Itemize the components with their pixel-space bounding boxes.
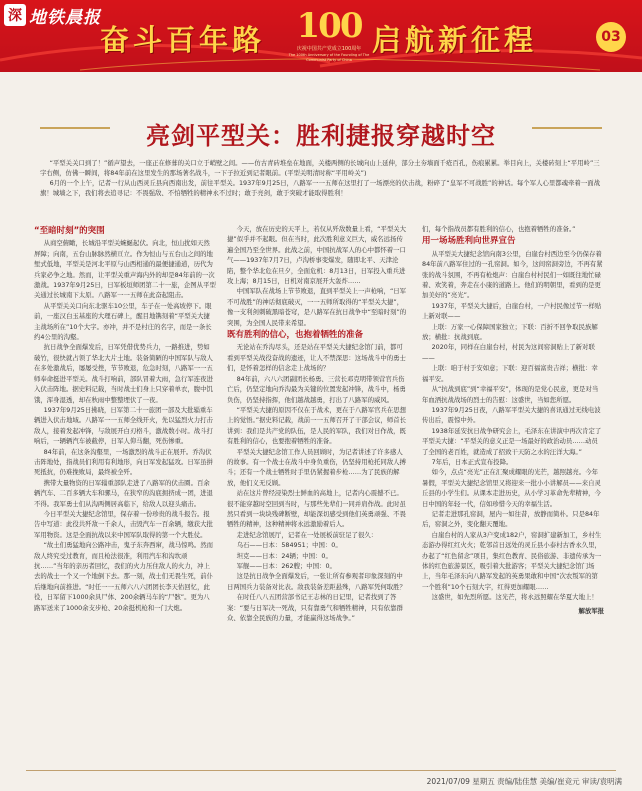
emblem-caption-en: The 100th Anniversary of the Founding of The Communist Party of China bbox=[288, 53, 370, 62]
body-paragraph: 平型关大捷纪念馆工作人员回顾时，为记者讲述了许多感人的故事。有一个战士在战斗中身负重伤，仍坚持用枪托同敌人搏斗；还有一个战士牺牲时手里仍紧握着步枪……为了民族的解放，他们义无反顾。 bbox=[227, 447, 406, 487]
body-paragraph: 84年前，在这条沟壑里，一场激烈的战斗正在展开。乔沟伏击阵地处，指战员们利用有利地形，向日军发起猛攻。日军虽拼死抵抗，仍难挽败局，最终被全歼。 bbox=[34, 447, 213, 477]
body-paragraph: 从商空俯瞰，长城沿平型关蜿蜒起伏。向北，恒山扰如天然屏障；向南，五台山脉脉然横亘立。作为恒山与五台山之间的地堑式低地，平型关是河北平原与山西相通的最便捷通道，历代为兵家必争之地。然而，让平型关重声海内外的却是84年前的一次激战。1937年9月25日，日军板垣师团第二十一旅，企图从平型关通过长城南下太原。八路军一一五师在此奋起阻击。 bbox=[34, 239, 216, 300]
body-paragraph: 无论站在乔沟尽头，还是站在平型关大捷纪念馆门前，都可看到平型关战役奋战的遗迹，让人不禁深思：这场战斗中的勇士们，是怀着怎样的信念走上战场的？ bbox=[227, 343, 406, 373]
body-paragraph: “故土们勇猛地向公路冲击，鬼子东奔西窜，战马惊鸣。然而敌人终究受过教育，而且枪法很准，利用汽车和沟坎顽抗……”当年的亲历者回忆，我们的火力压住敌人的火力，冲上去的战士一个又一个地倒下去。那一刻，战士们无畏生死，前仆后继地向前推进。“时任一一五师六八六团团长李天佑回忆，此役，日军留下1000余具尸体、200余辆马车的“尸骸”。更为八路军送来了1000余支步枪、20余挺机枪和一门大炮。 bbox=[34, 541, 214, 612]
body-paragraph: 84年前，六八六团副团长杨勇、三营长邓克明带领营官兵伤亡后，仍坚定地向乔沟最为关键的位置发起冲锋，战斗中，杨勇负伤，仍坚持指挥，他们越战越勇，打出了八路军的威风。 bbox=[227, 374, 406, 404]
section-heading: 用一场场胜利向世界宣告 bbox=[422, 236, 516, 247]
section-heading: “至暗时刻”的突围 bbox=[34, 226, 105, 236]
body-paragraph: 7年后，日本正式宣布投降。 bbox=[431, 457, 513, 466]
section-heading: 既有胜利的信心，也抱着牺牲的准备 bbox=[227, 330, 364, 341]
body-paragraph: 今天，放在历史的天平上，若仅从歼敌数量上看，“平型关大捷”似乎并不起眼。但在当时，此次胜利意义巨大，威名远扬传遍全国乃至全世界。此战之前，中国抗战军人的心中都怀着一口气——1937年7月7日，卢沟桥事变爆发，随即北平、天津沦陷，整个华北危在旦夕，全面危机：8月13日，日军投入重兵进攻上海；8月15日，日机对南京展开大轰炸…… bbox=[227, 225, 407, 286]
body-paragraph: 站在这片曾经浸染烈士鲜血的高地上，记者内心震撼不已。很不能穿越时空回到当时，与那些先辈们一同并肩作战。此时虽然只看到一块块残碑断壁，却能深切感受到他们英勇顽强、不畏牺牲的精神，这种精神将永远激励着后人。 bbox=[227, 489, 406, 529]
brand-logo bbox=[4, 4, 101, 26]
body-paragraph: 如今，点点“亮光”正在汇聚成耀眼的光芒，越照越亮。今年暑假，平型关大捷纪念馆里又将迎来一批小小讲解员——来自灵丘县的小学生们。从课本走进历史，从小学习革命先辈精神，今日中国的年轻一代，信如珍惜今天的幸福生活。 bbox=[422, 468, 601, 508]
body-paragraph: 白崖台村的人家从3户变成182户，窑洞扩建新加工，乡村生态游办得红红火火；乾邻首日远处的灵丘县小泰村古香永久里，办起了“红色留念”项目，集红色教育、民俗旅游、非遗传承为一体的红色旅游景区，吸引着大批游客；平型关大捷纪念馆门场上，当年毛泽东向八路军发起的英勇果敢和中国“次农叛军的第一个胜利”10个石刻大字，红得更加耀眼…… bbox=[422, 530, 602, 591]
article-lead bbox=[40, 158, 606, 198]
headline-right-ornament bbox=[532, 127, 602, 129]
body-paragraph: 上联：万家一心保障国家独立；下联：百折不回争取民族解放；横批：抗战到底。 bbox=[422, 322, 598, 342]
list-item: 乌石——日本：584951；中国：0。 bbox=[236, 541, 342, 550]
article-column-3 bbox=[422, 224, 604, 616]
slogan-left: 奋斗百年路 bbox=[100, 23, 266, 57]
body-paragraph: 今日平型关大捷纪念馆里，保存着一份珍贵的战斗报告。报告中写道：此役共歼敌一千余人，击毁汽车一百余辆，缴获大批军用物资。这是全面抗战以来中国军队取得的第一个大胜仗。 bbox=[34, 509, 213, 539]
body-paragraph: 从平型关关口向东北驱车10公里，车子在一处高坡停下。眼前，一座汉白玉基座的大理石碑上，醒目地镌刻着“平型关大捷主战场所在”10个大字。亦冲，并不是村庄的名字，而是一条长约4公里的沟壑。 bbox=[34, 301, 212, 342]
body-paragraph: 们，每个指战员都有胜利的信心，也抱着牺牲的准备。” bbox=[422, 225, 576, 233]
body-paragraph: 携带大量物资的日军辎重部队走进了八路军的伏击圈。百余辆汽车、二百多辆大车和骡马，在狭窄的沟底拥挤成一团，进退不得。我军勇士们从沟两侧居高临下，给敌人以迎头痛击。 bbox=[34, 478, 213, 508]
body-paragraph: 在时任八八五团营部书记王志林的日记里，记者找到了答案：“要与日军决一死战，只有靠勇气和牺牲精神，只有依靠群众、依靠全民族的力量，才能赢得这场战争。” bbox=[227, 593, 403, 623]
list-item: 这是抗日战争全面爆发后，一张让所有参观者印象深刻的中日两国兵力装备对比表。敌我装备差距悬殊，八路军凭何取胜？ bbox=[227, 572, 406, 591]
masthead-banner bbox=[0, 0, 642, 72]
brand-mark-icon: 深 bbox=[4, 4, 26, 26]
body-paragraph: 从“抗战到底”到“幸福平安”，体现的是党心民意，更是对当年血洒抗战战场的烈士的告慰：这盛世，当如您所愿。 bbox=[422, 385, 599, 404]
body-paragraph: 上联：咱于村于安如意；下联：迎百福富贵吉祥；横批：幸福平安。 bbox=[422, 364, 598, 383]
body-paragraph: 这盛世，如先烈所愿。这光芒，将永远照耀在华夏大地上！ bbox=[431, 593, 598, 602]
brand-name: 地铁晨报 bbox=[29, 7, 101, 28]
article-column-1 bbox=[34, 224, 216, 613]
emblem-caption-cn: 庆祝中国共产党成立100周年 bbox=[296, 46, 362, 52]
body-paragraph: “平型关大捷的原因不仅在于战术，更在于八路军官兵在思想上的觉悟。”据史料记载，战前一一五师召开了干部会议，师首长讲到：我们是共产党的队伍，是人民的军队，我们对日作战，既有胜利的信心，也要抱着牺牲的准备。 bbox=[227, 405, 407, 446]
footer-divider bbox=[26, 770, 616, 771]
lead-paragraph: “平型关关口到了！”循声望去，一座正在修葺的关口立于峭壁之间。——仿古青砖堆垒在地面，关楼两侧的长城向山上延伸，部分土夯墙面千疮百孔，伤痕累累。举目向上，关楼砖刻上“平用岭”三字右侧，仿佛一瞬间，将84年前在这里发生的那场著名战斗，一下子拉近到记者眼前。(平型关明清时称“平用岭关”) bbox=[40, 159, 600, 177]
body-paragraph: 2020年，同样在白崖台村，村民为这间窑洞贴上了新对联—— bbox=[422, 343, 595, 362]
slogan-right: 启航新征程 bbox=[372, 23, 538, 57]
article-column-2 bbox=[227, 224, 409, 623]
centenary-emblem bbox=[279, 6, 379, 68]
body-paragraph: 走进纪念馆展厅，记者在一处展板前驻足了很久： bbox=[236, 530, 378, 539]
list-item: 军舰——日本：262艘；中国：0。 bbox=[236, 562, 336, 570]
body-paragraph: 1937年，平型关大捷后，白崖台村，一户村民像过节一样贴上新对联—— bbox=[422, 301, 602, 321]
source-credit: 解放军报 bbox=[578, 606, 604, 615]
list-item: 坦克——日本：24辆；中国：0。 bbox=[236, 551, 332, 560]
body-paragraph: 从平型关大捷纪念馆向南3公里，白崖台村西边至今仍保存着84年前八路军住过的一孔窑洞。如今，这间窑洞旁边，不再有紧张的战斗氛围，不再有枪炮声：白崖台村村民们一如既往地忙碌着、欢笑着，奔走在小康的道路上。他们的明朝里，看到的是更加美好的“亮光”。 bbox=[422, 249, 603, 300]
body-paragraph: 记者走进那孔窑洞，屋内一如往昔，放静而简朴。只是84年后，窑洞之外，变化翻天覆地。 bbox=[422, 509, 600, 529]
body-paragraph: 中国军队在战场上节节败退，直到平型关上一声枪响，“日军不可战胜”的神话彻底破灭，一一五师所取得的“平型关大捷”，像一支利剑刺破黑暗苍穹，是八路军在抗日战争中“至暗时刻”的突围，为全国人民带来希望。 bbox=[227, 287, 407, 327]
body-paragraph: 1937年9月25日夜，八路军平型关大捷的喜讯通过无线电波传出后，震惊中外。 bbox=[422, 405, 601, 425]
body-paragraph: 1937年9月25日拂晓，日军第二十一旅团一部及大批辎重车辆进入伏击地域。八路军一一五师全线开火，先以猛烈火力打击敌人，接着发起冲锋，与敌展开白刃格斗，激战数小时。战斗打响后，一辆辆汽车被截停，日军人仰马翻，死伤惨重。 bbox=[34, 405, 213, 446]
page-title: 亮剑平型关：胜利捷报穿越时空 bbox=[146, 122, 496, 150]
body-paragraph: 1938年延安抗日战争研究会上，毛泽东在讲演中再次肯定了平型关大捷：“平型关的意义正是一场最好的政治动员……动员了全国的老百姓，就造成了招致干天防之水的汪洋大海。” bbox=[422, 426, 602, 456]
footer-info: 2021/07/09 星期五 责编/陆佳慧 美编/崔竞元 审读/袁明满 bbox=[426, 777, 622, 786]
emblem-number: 100 bbox=[296, 6, 362, 46]
body-paragraph: 抗日战争全面爆发后，日军凭借优势兵力，一路推进，势如破竹，很快就占领了华北大片土地。装备简陋的中国军队与敌人在多处激战后，屡屡受挫，节节败退，危急时刻，八路军一一五师奉命挺进平型关。战斗打响前，部队冒着大雨，急行军连夜进入伏击阵地。据史料记载，当时战士们身上只穿着单衣，腹中饥饿，浑身湿透，却在秋雨中整整埋伏了一夜。 bbox=[34, 343, 213, 404]
lead-paragraph: 6月的一个上午，记者一行从山西灵丘县向西南出发，前往平型关。1937年9月25日，八路军一一五师在这里打了一场漂亮的伏击战，粉碎了“皇军不可战胜”的神话。每个军人心里都魂牵着一面战旗！城墙之下，我们将去追寻记：不畏强敌、不怕牺牲的精神永不过时；敢于亮剑，敢于突破才能取得胜利！ bbox=[40, 179, 600, 197]
page-number-badge: 03 bbox=[596, 22, 626, 52]
